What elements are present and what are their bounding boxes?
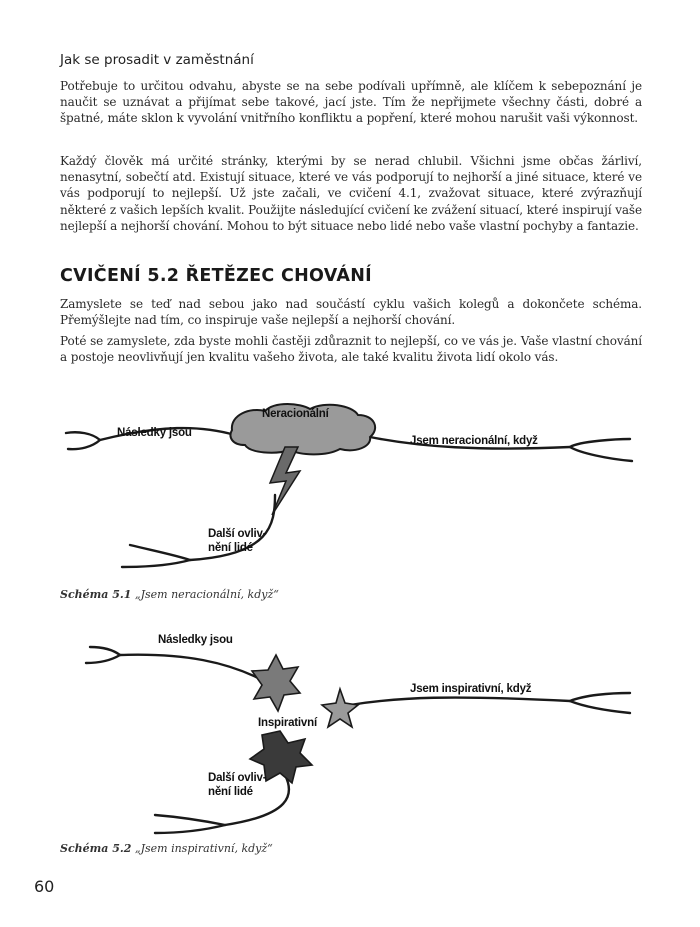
affected-people-label: Další ovliv- nění lidé — [208, 528, 267, 554]
consequences-label: Následky jsou — [117, 427, 192, 439]
paragraph-qualities: Každý člověk má určité stránky, kterými by se nerad chlubil. Všichni jsme občas žárliví, nenasytní, sobečtí atd. Existují situace, které ve vás podporují to nejhorší a jiné situace, které ve vás podporují to nejlepší. Už jste začali, ve cvičení 4.1, zvažovat situace, které zvýrazňují některé z vašich lepších kvalit. Použijte následující cvičení ke zvážení situací, které inspirují vaše nejlepší a nejhorší chování. Mohou to být situace nebo lidé nebo vaše vlastní pochyby a fantazie. — [60, 154, 642, 233]
inspirational-when-label: Jsem inspirativní, když — [410, 683, 532, 695]
caption-text-2: „Jsem inspirativní, když“ — [134, 842, 273, 855]
caption-text: „Jsem neracionální, když“ — [134, 588, 279, 601]
inspirational-label: Inspirativní — [258, 717, 317, 729]
diagram-irrational-drawing — [0, 395, 700, 580]
irrational-label: Neracionální — [262, 408, 329, 420]
star-top — [252, 655, 300, 711]
paragraph-intro: Potřebuje to určitou odvahu, abyste se na sebe podívali upřímně, ale klíčem k sebepoznání je naučit se uznávat a přijímat sebe takové, jací jste. Tím že nepřijmete všechny části, dobré a špatné, máte sklon k vyvolání vnitřního konfliktu a popření, které mohou narušit vaši výkonnost. — [60, 79, 642, 126]
diagram-inspirational-drawing — [0, 625, 700, 840]
page-number: 60 — [34, 877, 55, 896]
caption-label: Schéma 5.1 — [60, 588, 132, 601]
right-hand — [570, 439, 632, 461]
top-hand — [86, 647, 120, 663]
left-hand — [66, 432, 100, 449]
irrational-when-label: Jsem neracionální, když — [410, 435, 538, 447]
right-chain-line — [350, 698, 570, 705]
affected-people-label-2: Další ovliv- nění lidé — [208, 772, 267, 798]
running-head: Jak se prosadit v zaměstnání — [60, 52, 254, 68]
bottom-hand — [155, 815, 225, 833]
diagram-irrational — [0, 395, 700, 580]
star-center — [322, 689, 358, 727]
exercise-paragraph-2: Poté se zamyslete, zda byste mohli častěji zdůraznit to nejlepší, co ve vás je. Vaše vlastní chování a postoje neovlivňují jen kvalitu vašeho života, ale také kvalitu života lidí okolo vás. — [60, 334, 642, 365]
bottom-hand — [122, 545, 190, 567]
consequences-label-2: Následky jsou — [158, 634, 233, 646]
exercise-heading: CVIČENÍ 5.2 ŘETĚZEC CHOVÁNÍ — [60, 266, 372, 286]
right-hand — [570, 693, 630, 713]
caption-label-2: Schéma 5.2 — [60, 842, 132, 855]
caption-diagram-1 — [60, 588, 279, 601]
caption-diagram-2 — [60, 842, 273, 855]
exercise-paragraph-1: Zamyslete se teď nad sebou jako nad součástí cyklu vašich kolegů a dokončete schéma. Přemýšlejte nad tím, co inspiruje vaše nejlepší a nejhorší chování. — [60, 297, 642, 328]
diagram-inspirational — [0, 625, 700, 840]
